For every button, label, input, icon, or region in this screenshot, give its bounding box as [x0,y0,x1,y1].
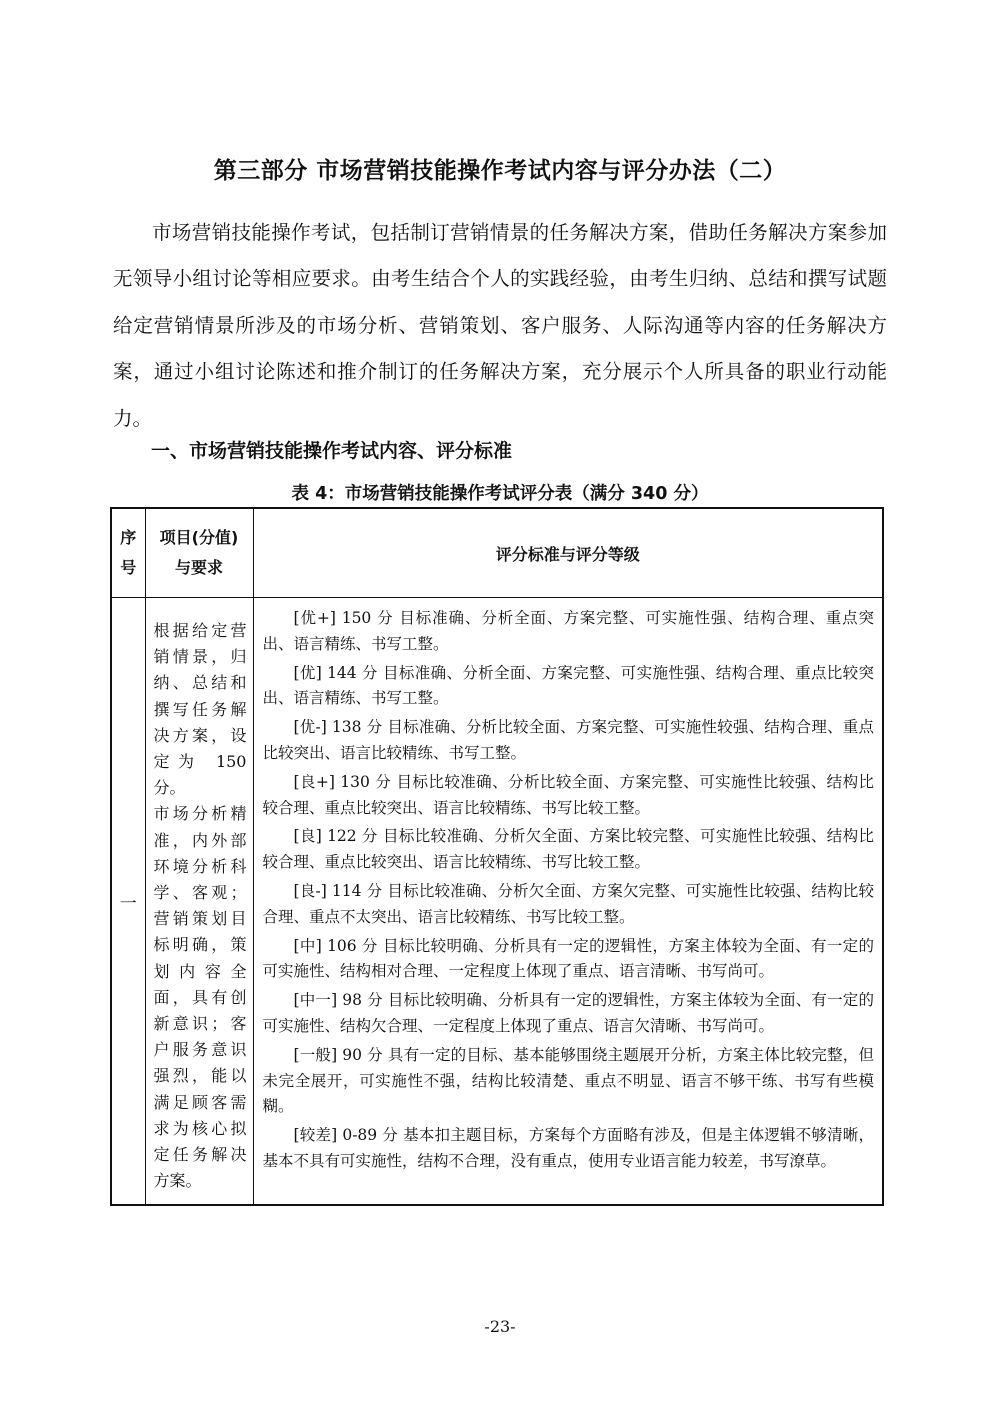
grade-level: [良-] 114 分 目标比较准确、分析欠全面、方案欠完整、可实施性比较强、结构比较合理、重点不太突出、语言比较精练、书写比较工整。 [262,881,874,926]
item-requirements [145,598,253,1206]
header-seq [111,508,145,598]
table-row [111,598,883,1206]
grade-level: [一般] 90 分 具有一定的目标、基本能够围绕主题展开分析，方案主体比较完整，但未完全展开，可实施性不强，结构比较清楚、重点不明显、语言不够干练、书写有些模糊。 [262,1045,874,1116]
page-number: -23- [484,1317,516,1336]
scoring-table [110,507,884,1206]
grade-level: [良+] 130 分 目标比较准确、分析比较全面、方案完整、可实施性比较强、结构比较合理、重点比较突出、语言比较精练、书写比较工整。 [262,772,874,817]
grade-level: [中一] 98 分 目标比较明确、分析具有一定的逻辑性，方案主体较为全面、有一定的可实施性、结构欠合理、一定程度上体现了重点、语言欠清晰、书写尚可。 [262,991,874,1035]
grade-level: [良] 122 分 目标比较准确、分析欠全面、方案比较完整、可实施性比较强、结构比较合理、重点比较突出、语言比较精练、书写比较工整。 [262,827,874,872]
grade-level: [中] 106 分 目标比较明确、分析具有一定的逻辑性，方案主体较为全面、有一定的可实施性、结构相对合理、一定程度上体现了重点、语言清晰、书写尚可。 [262,936,874,981]
table-header-row [111,508,883,598]
header-item-line2: 与要求 [174,558,223,577]
item-paragraph: 市场分析精准，内外部环境分析科学、客观；营销策划目标明确，策划内容全面，具有创新意识；客户服务意识强烈，能以满足顾客需求为核心拟定任务解决方案。 [153,804,247,1191]
header-seq-line2: 号 [120,558,137,577]
grade-level: [较差] 0-89 分 基本扣主题目标，方案每个方面略有涉及，但是主体逻辑不够清晰，基本不具有可实施性，结构不合理，没有重点，使用专业语言能力较差，书写潦草。 [262,1126,874,1170]
table-caption: 表 4：市场营销技能操作考试评分表（满分 340 分） [291,484,709,504]
section-heading: 一、市场营销技能操作考试内容、评分标准 [151,440,513,462]
item-paragraph: 根据给定营销情景，归纳、总结和撰写任务解决方案，设定为 150 分。 [153,621,247,798]
header-item [145,508,253,598]
row-seq: 一 [111,598,145,1206]
grading-standards [253,598,883,1206]
header-seq-line1: 序 [120,528,137,547]
grade-level: [优-] 138 分 目标准确、分析比较全面、方案完整、可实施性较强、结构合理、重点比较突出、语言比较精练、书写工整。 [262,718,874,762]
grade-level: [优] 144 分 目标准确、分析全面、方案完整、可实施性强、结构合理、重点比较突出、语言精练、书写工整。 [262,663,874,708]
intro-paragraph: 市场营销技能操作考试，包括制订营销情景的任务解决方案，借助任务解决方案参加无领导小组讨论等相应要求。由考生结合个人的实践经验，由考生归纳、总结和撰写试题给定营销情景所涉及的市场分析、营销策划、客户服务、人际沟通等内容的任务解决方案，通过小组讨论陈述和推介制订的任务解决方案，充分展示个人所具备的职业行动能力。 [113,221,887,430]
grade-level: [优+] 150 分 目标准确、分析全面、方案完整、可实施性强、结构合理、重点突出、语言精练、书写工整。 [262,609,874,653]
page-title: 第三部分 市场营销技能操作考试内容与评分办法（二） [213,158,787,184]
header-item-line1: 项目(分值) [159,528,239,547]
header-standard: 评分标准与评分等级 [253,508,883,598]
